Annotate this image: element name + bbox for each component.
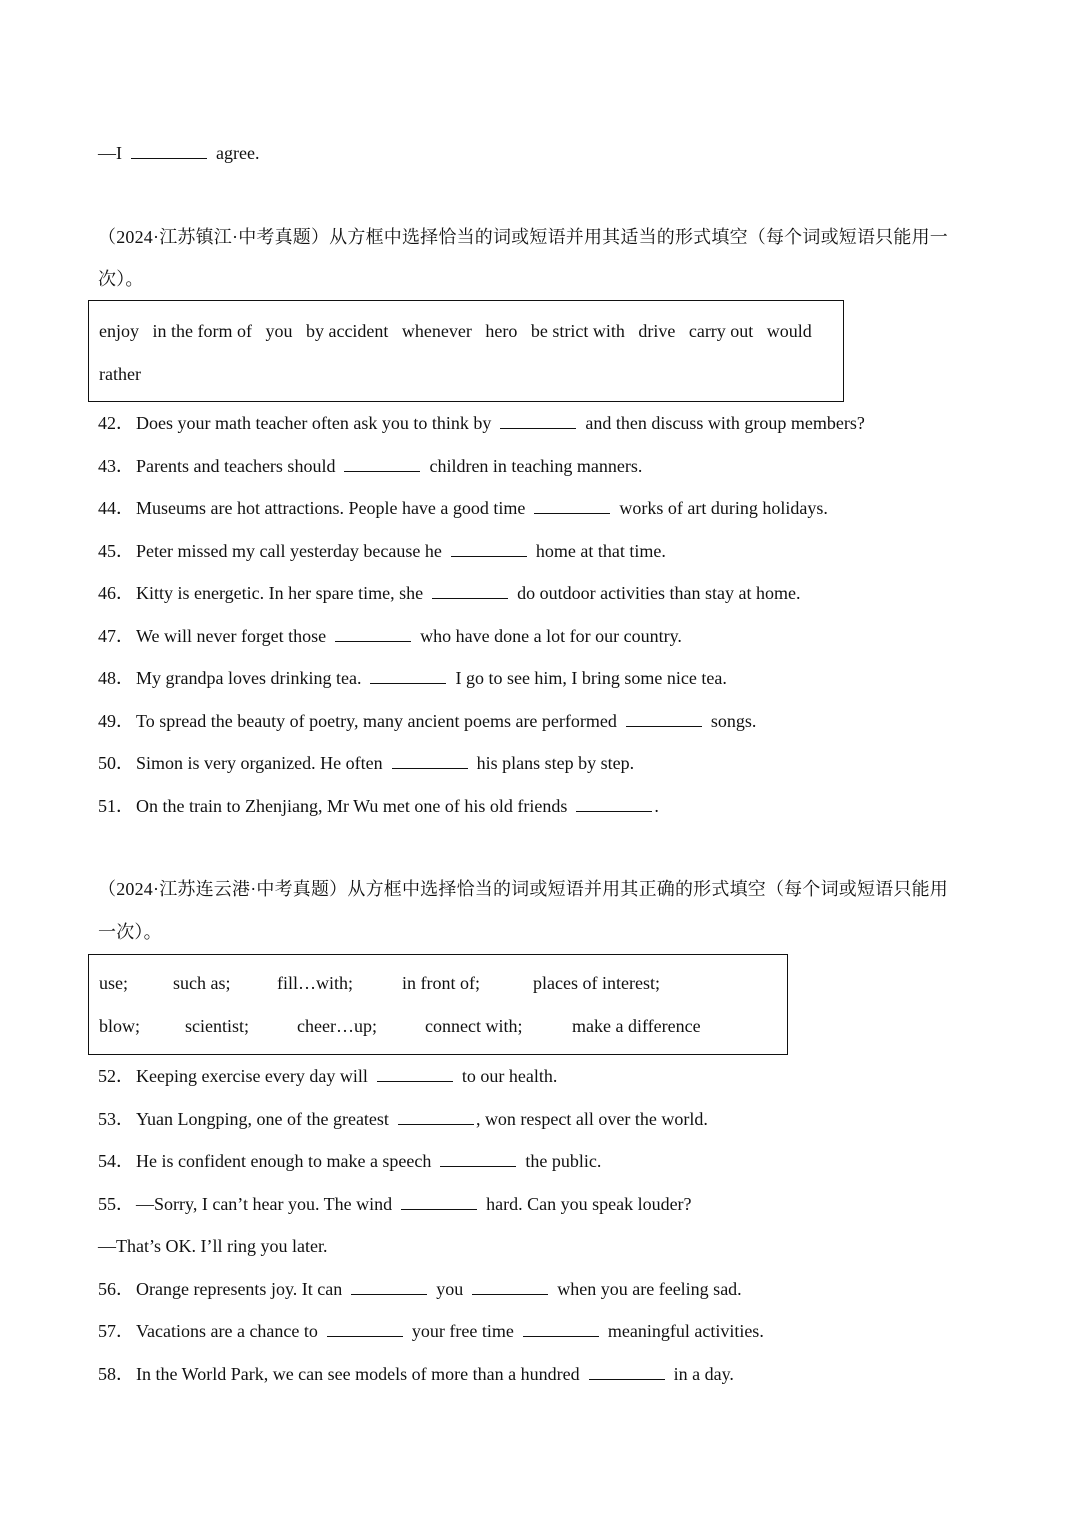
question-text: In the World Park, we can see models of more than a hundred: [136, 1364, 580, 1384]
question-text: do outdoor activities than stay at home.: [517, 583, 801, 603]
question-text: I go to see him, I bring some nice tea.: [455, 668, 727, 688]
answer-blank[interactable]: [327, 1320, 403, 1337]
question-number: 49．: [98, 711, 134, 731]
question-text: in a day.: [673, 1364, 734, 1384]
answer-blank[interactable]: [398, 1108, 474, 1125]
answer-blank[interactable]: [589, 1363, 665, 1380]
answer-blank[interactable]: [344, 455, 420, 472]
question-number: 45．: [98, 541, 134, 561]
question-text: and then discuss with group members?: [585, 413, 865, 433]
question-text: when you are feeling sad.: [557, 1279, 742, 1299]
word-box-item: such as;: [173, 973, 231, 993]
question-text: Does your math teacher often ask you to think by: [136, 413, 492, 433]
answer-blank[interactable]: [131, 142, 207, 159]
word-box-row: enjoy in the form of you by accident whenever hero be strict with drive carry out would: [99, 321, 812, 341]
section1-word-box: [88, 300, 844, 402]
answer-blank[interactable]: [392, 752, 468, 769]
question-number: 55．: [98, 1194, 134, 1214]
section2-heading-cont: 一次）。: [98, 922, 162, 942]
answer-blank[interactable]: [401, 1193, 477, 1210]
question-number: 48．: [98, 668, 134, 688]
question-text: your free time: [411, 1321, 514, 1341]
intro-line: [98, 141, 259, 165]
question-45: [98, 539, 666, 563]
answer-blank[interactable]: [432, 582, 508, 599]
section1-heading: （2024·江苏镇江·中考真题）从方框中选择恰当的词或短语并用其适当的形式填空（每个词或短语只能用一: [98, 227, 948, 247]
question-text: Simon is very organized. He often: [136, 753, 383, 773]
question-number: 46．: [98, 583, 134, 603]
question-46: [98, 581, 801, 605]
answer-blank[interactable]: [472, 1278, 548, 1295]
word-box-item: use;: [99, 973, 128, 993]
question-number: 57．: [98, 1321, 134, 1341]
question-43: [98, 454, 642, 478]
question-text: My grandpa loves drinking tea.: [136, 668, 362, 688]
section2-heading: （2024·江苏连云港·中考真题）从方框中选择恰当的词或短语并用其正确的形式填空（每个词或短语只能用: [98, 879, 948, 899]
question-text: We will never forget those: [136, 626, 327, 646]
section2-word-box: [88, 954, 788, 1055]
question-55: [98, 1192, 692, 1216]
question-51: [98, 794, 659, 818]
question-text: , won respect all over the world.: [475, 1109, 708, 1129]
question-text: To spread the beauty of poetry, many ancient poems are performed: [136, 711, 617, 731]
answer-blank[interactable]: [440, 1150, 516, 1167]
question-number: 56．: [98, 1279, 134, 1299]
question-number: 53．: [98, 1109, 134, 1129]
question-text: Vacations are a chance to: [136, 1321, 318, 1341]
question-49: [98, 709, 756, 733]
question-57: [98, 1319, 764, 1343]
answer-blank[interactable]: [576, 795, 652, 812]
word-box-row: rather: [99, 364, 141, 384]
question-text: home at that time.: [535, 541, 666, 561]
answer-blank[interactable]: [351, 1278, 427, 1295]
question-56: [98, 1277, 742, 1301]
word-box-item: in front of;: [402, 973, 480, 993]
answer-blank[interactable]: [626, 710, 702, 727]
answer-blank[interactable]: [335, 625, 411, 642]
answer-blank[interactable]: [451, 540, 527, 557]
question-47: [98, 624, 682, 648]
question-44: [98, 496, 828, 520]
question-number: 44．: [98, 498, 134, 518]
question-number: 50．: [98, 753, 134, 773]
question-text: Parents and teachers should: [136, 456, 336, 476]
question-text: children in teaching manners.: [429, 456, 643, 476]
intro-prefix: —I: [98, 143, 122, 163]
answer-blank[interactable]: [370, 667, 446, 684]
word-box-item: make a difference: [572, 1016, 701, 1036]
question-55-reply: —That’s OK. I’ll ring you later.: [98, 1236, 328, 1256]
question-text: He is confident enough to make a speech: [136, 1151, 432, 1171]
question-number: 47．: [98, 626, 134, 646]
question-54: [98, 1149, 601, 1173]
word-box-item: fill…with;: [277, 973, 353, 993]
intro-suffix: agree.: [216, 143, 260, 163]
question-number: 42．: [98, 413, 134, 433]
question-number: 58．: [98, 1364, 134, 1384]
word-box-item: cheer…up;: [297, 1016, 377, 1036]
answer-blank[interactable]: [534, 497, 610, 514]
answer-blank[interactable]: [523, 1320, 599, 1337]
question-48: [98, 666, 727, 690]
question-text: —Sorry, I can’t hear you. The wind: [136, 1194, 393, 1214]
question-text: .: [654, 796, 659, 816]
section1-heading-cont: 次）。: [98, 269, 144, 289]
word-box-item: connect with;: [425, 1016, 523, 1036]
question-number: 54．: [98, 1151, 134, 1171]
question-text: hard. Can you speak louder?: [486, 1194, 692, 1214]
question-text: Kitty is energetic. In her spare time, she: [136, 583, 424, 603]
word-box-item: blow;: [99, 1016, 141, 1036]
question-text: Keeping exercise every day will: [136, 1066, 368, 1086]
question-text: you: [436, 1279, 464, 1299]
answer-blank[interactable]: [377, 1065, 453, 1082]
question-42: [98, 411, 865, 435]
question-53: [98, 1107, 708, 1131]
question-number: 51．: [98, 796, 134, 816]
question-text: On the train to Zhenjiang, Mr Wu met one of his old friends: [136, 796, 568, 816]
question-text: to our health.: [461, 1066, 558, 1086]
question-text: who have done a lot for our country.: [420, 626, 682, 646]
question-58: [98, 1362, 734, 1386]
question-number: 52．: [98, 1066, 134, 1086]
question-text: Peter missed my call yesterday because he: [136, 541, 442, 561]
question-text: Yuan Longping, one of the greatest: [136, 1109, 389, 1129]
question-text: Orange represents joy. It can: [136, 1279, 343, 1299]
question-text: the public.: [525, 1151, 602, 1171]
question-text: meaningful activities.: [607, 1321, 764, 1341]
question-number: 43．: [98, 456, 134, 476]
question-text: works of art during holidays.: [619, 498, 828, 518]
answer-blank[interactable]: [500, 412, 576, 429]
question-50: [98, 751, 634, 775]
question-text: songs.: [710, 711, 757, 731]
question-52: [98, 1064, 557, 1088]
question-text: Museums are hot attractions. People have a good time: [136, 498, 526, 518]
word-box-item: places of interest;: [533, 973, 660, 993]
word-box-item: scientist;: [185, 1016, 249, 1036]
question-text: his plans step by step.: [476, 753, 635, 773]
